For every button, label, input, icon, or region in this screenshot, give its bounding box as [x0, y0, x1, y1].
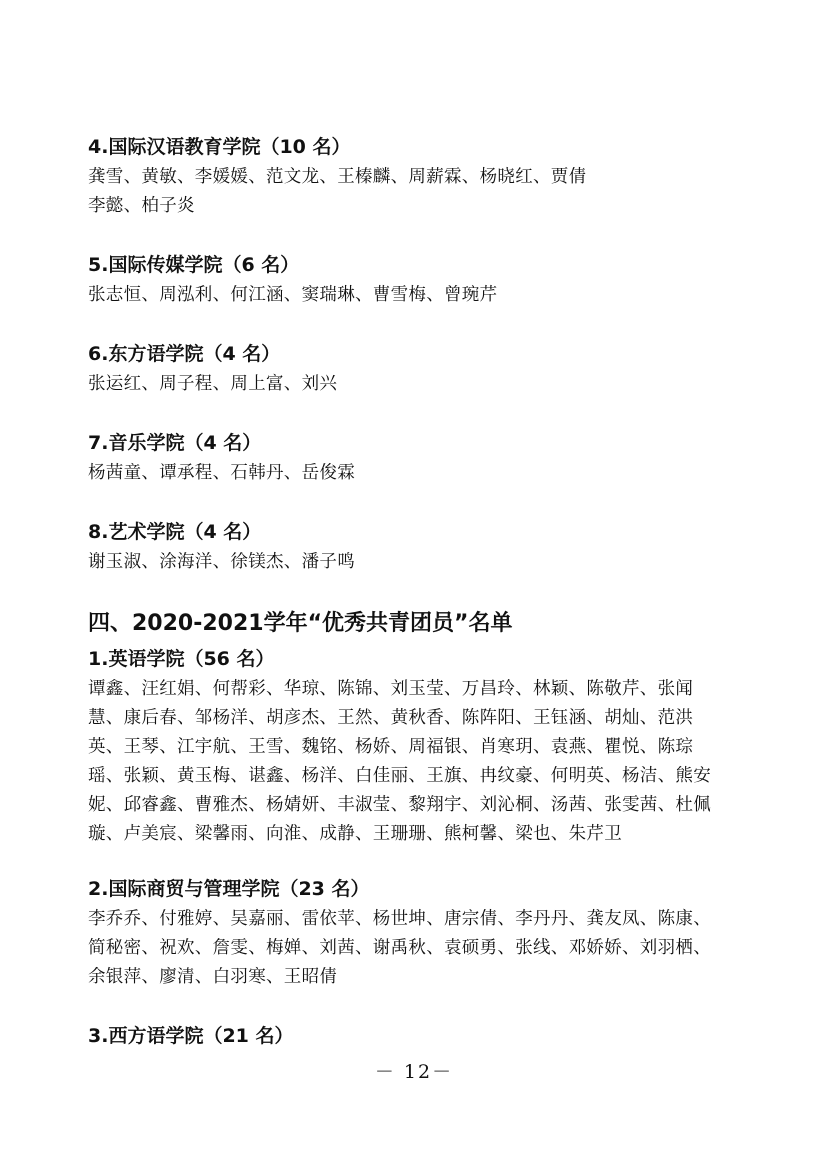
- section-international-chinese-education: [88, 133, 778, 221]
- section-international-media: [88, 251, 778, 310]
- section-heading: 3.西方语学院（21 名）: [88, 1025, 294, 1047]
- section-heading: 5.国际传媒学院（6 名）: [88, 254, 300, 276]
- part-four-excellent-members: [88, 609, 778, 639]
- name-list: [88, 675, 778, 849]
- section-oriental-languages: [88, 340, 778, 399]
- section-english: [88, 645, 778, 849]
- name-list: [88, 163, 778, 221]
- name-line: 张志恒、周泓利、何江涵、窦瑞琳、曹雪梅、曾琬芹: [88, 285, 498, 305]
- part-heading: 四、2020-2021学年“优秀共青团员”名单: [88, 611, 513, 636]
- name-line: 谭鑫、汪红娟、何帮彩、华琼、陈锦、刘玉莹、万昌玲、林颖、陈敬芹、张闻: [88, 679, 694, 699]
- name-list: [88, 370, 778, 399]
- section-international-business: [88, 875, 778, 992]
- section-heading: 1.英语学院（56 名）: [88, 648, 275, 670]
- name-line: 余银萍、廖清、白羽寒、王昭倩: [88, 967, 338, 987]
- name-line: 瑶、张颖、黄玉梅、谌鑫、杨洋、白佳丽、王旗、冉纹豪、何明英、杨洁、熊安: [88, 766, 711, 786]
- name-list: [88, 459, 778, 488]
- name-list: [88, 281, 778, 310]
- page-number: － 12－: [374, 1061, 454, 1083]
- name-line: 杨茜童、谭承程、石韩丹、岳俊霖: [88, 463, 355, 483]
- name-line: 英、王琴、江宇航、王雪、魏铭、杨娇、周福银、肖寒玥、袁燕、瞿悦、陈琮: [88, 737, 694, 757]
- section-music: [88, 429, 778, 488]
- section-heading: 8.艺术学院（4 名）: [88, 521, 262, 543]
- name-line: 谢玉淑、涂海洋、徐镁杰、潘子鸣: [88, 552, 355, 572]
- section-western-languages: [88, 1022, 778, 1050]
- section-heading: 7.音乐学院（4 名）: [88, 432, 262, 454]
- section-heading: 2.国际商贸与管理学院（23 名）: [88, 878, 370, 900]
- name-list: [88, 905, 778, 992]
- name-line: 龚雪、黄敏、李媛媛、范文龙、王榛麟、周薪霖、杨晓红、贾倩: [88, 167, 587, 187]
- section-arts: [88, 518, 778, 577]
- name-list: [88, 548, 778, 577]
- name-line: 简秘密、祝欢、詹雯、梅婵、刘茜、谢禹秋、袁硕勇、张线、邓娇娇、刘羽栖、: [88, 938, 711, 958]
- name-line: 李乔乔、付雅婷、吴嘉丽、雷依苹、杨世坤、唐宗倩、李丹丹、龚友凤、陈康、: [88, 909, 711, 929]
- name-line: 张运红、周子程、周上富、刘兴: [88, 374, 338, 394]
- name-line: 妮、邱睿鑫、曹雅杰、杨婧妍、丰淑莹、黎翔宇、刘沁桐、汤茜、张雯茜、杜佩: [88, 795, 711, 815]
- name-line: 璇、卢美宸、梁馨雨、向淮、成静、王珊珊、熊柯馨、梁也、朱芹卫: [88, 824, 622, 844]
- name-line: 李懿、柏子炎: [88, 196, 195, 216]
- section-heading: 4.国际汉语教育学院（10 名）: [88, 136, 351, 158]
- name-line: 慧、康后春、邹杨洋、胡彦杰、王然、黄秋香、陈阵阳、王钰涵、胡灿、范洪: [88, 708, 694, 728]
- section-heading: 6.东方语学院（4 名）: [88, 343, 281, 365]
